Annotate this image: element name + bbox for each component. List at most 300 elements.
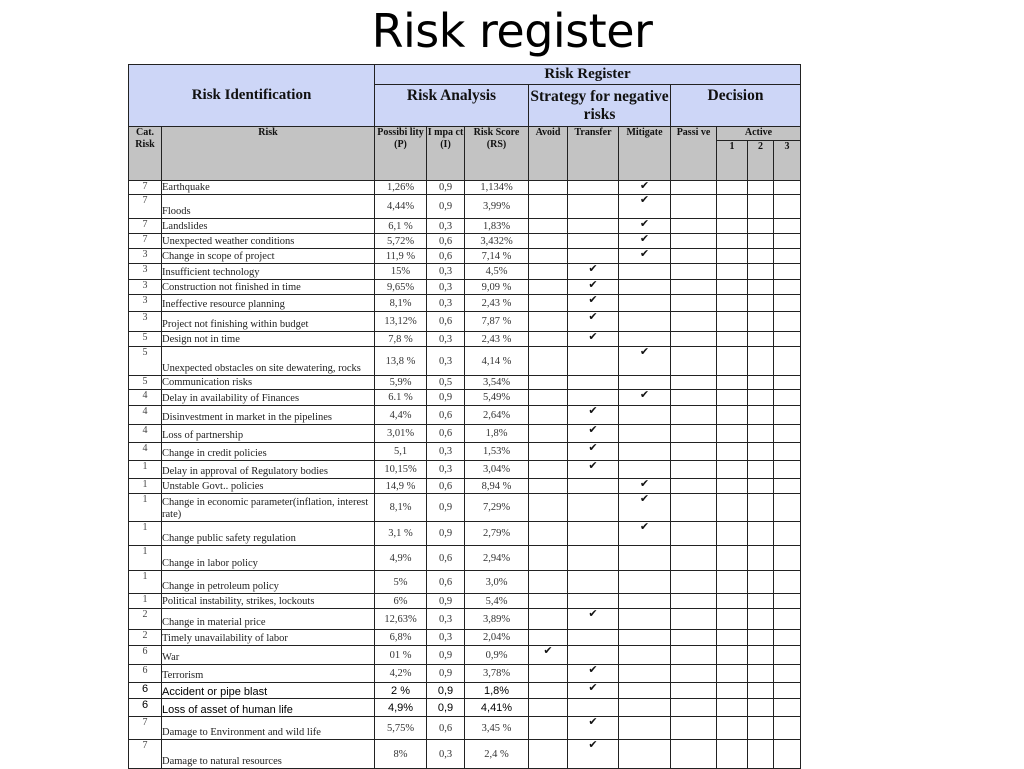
passive-cell: [671, 280, 717, 295]
avoid-cell: [529, 717, 568, 740]
active-1-cell: [717, 280, 748, 295]
checkmark-icon: ✔: [639, 493, 650, 505]
active-1-cell: [717, 479, 748, 494]
possibility-cell: 5%: [375, 571, 427, 594]
passive-cell: [671, 234, 717, 249]
cat-cell: 3: [129, 295, 162, 312]
impact-cell: 0,6: [427, 312, 465, 332]
passive-cell: [671, 522, 717, 546]
risk-score-cell: 3,0%: [465, 571, 529, 594]
checkmark-icon: ✔: [588, 442, 598, 454]
impact-cell: 0,3: [427, 740, 465, 769]
possibility-cell: 6.1 %: [375, 390, 427, 406]
cat-cell: 1: [129, 546, 162, 571]
risk-cell: Change in labor policy: [162, 546, 375, 571]
checkmark-icon: ✔: [639, 218, 650, 230]
transfer-cell: [568, 571, 619, 594]
active-1-cell: [717, 594, 748, 609]
mitigate-cell: [619, 443, 671, 461]
cat-cell: 7: [129, 181, 162, 195]
active-1-cell: [717, 234, 748, 249]
impact-cell: 0,3: [427, 332, 465, 347]
active-1-cell: [717, 425, 748, 443]
mitigate-cell: [619, 630, 671, 646]
cat-cell: 1: [129, 494, 162, 522]
table-row: [129, 740, 801, 769]
active-2-cell: [748, 594, 774, 609]
table-row: [129, 234, 801, 249]
passive-cell: [671, 630, 717, 646]
cat-cell: 1: [129, 461, 162, 479]
risk-score-cell: 3,99%: [465, 195, 529, 219]
mitigate-cell: [619, 594, 671, 609]
possibility-cell: 7,8 %: [375, 332, 427, 347]
active-3-cell: [774, 195, 801, 219]
impact-cell: 0,3: [427, 219, 465, 234]
passive-cell: [671, 646, 717, 665]
impact-cell: 0,9: [427, 699, 465, 717]
passive-cell: [671, 295, 717, 312]
risk-score-cell: 5,4%: [465, 594, 529, 609]
table-row: [129, 425, 801, 443]
active-1-cell: [717, 609, 748, 630]
active-1-cell: [717, 264, 748, 280]
active-2-cell: [748, 740, 774, 769]
col-active-2: 2: [748, 141, 774, 181]
possibility-cell: 15%: [375, 264, 427, 280]
active-1-cell: [717, 347, 748, 376]
impact-cell: 0,9: [427, 665, 465, 683]
transfer-cell: [568, 630, 619, 646]
risk-score-cell: 7,29%: [465, 494, 529, 522]
checkmark-icon: ✔: [639, 194, 650, 206]
col-risk: Risk: [162, 127, 375, 181]
avoid-cell: [529, 264, 568, 280]
risk-cell: Change public safety regulation: [162, 522, 375, 546]
mitigate-cell: [619, 249, 671, 264]
active-2-cell: [748, 376, 774, 390]
risk-cell: Damage to Environment and wild life: [162, 717, 375, 740]
impact-cell: 0,9: [427, 494, 465, 522]
impact-cell: 0,9: [427, 594, 465, 609]
active-3-cell: [774, 699, 801, 717]
checkmark-icon: ✔: [588, 664, 598, 676]
mitigate-cell: [619, 181, 671, 195]
transfer-cell: [568, 494, 619, 522]
active-2-cell: [748, 219, 774, 234]
possibility-cell: 10,15%: [375, 461, 427, 479]
cat-cell: 5: [129, 332, 162, 347]
cat-cell: 3: [129, 280, 162, 295]
mitigate-cell: [619, 195, 671, 219]
checkmark-icon: ✔: [639, 521, 650, 533]
possibility-cell: 4,9%: [375, 699, 427, 717]
active-2-cell: [748, 264, 774, 280]
impact-cell: 0,6: [427, 546, 465, 571]
cat-cell: 4: [129, 443, 162, 461]
cat-cell: 7: [129, 234, 162, 249]
col-active-1: 1: [717, 141, 748, 181]
slide-title: Risk register: [371, 4, 653, 58]
mitigate-cell: [619, 280, 671, 295]
cat-cell: 3: [129, 312, 162, 332]
risk-score-cell: 2,43 %: [465, 332, 529, 347]
cat-cell: 1: [129, 522, 162, 546]
checkmark-icon: ✔: [588, 739, 598, 751]
active-2-cell: [748, 609, 774, 630]
passive-cell: [671, 181, 717, 195]
active-3-cell: [774, 312, 801, 332]
cat-cell: 2: [129, 609, 162, 630]
mitigate-cell: [619, 406, 671, 425]
table-row: [129, 699, 801, 717]
possibility-cell: 11,9 %: [375, 249, 427, 264]
avoid-cell: [529, 443, 568, 461]
active-2-cell: [748, 630, 774, 646]
mitigate-cell: [619, 347, 671, 376]
active-1-cell: [717, 683, 748, 699]
impact-cell: 0,3: [427, 609, 465, 630]
avoid-cell: [529, 699, 568, 717]
impact-cell: 0,9: [427, 683, 465, 699]
active-3-cell: [774, 546, 801, 571]
active-2-cell: [748, 494, 774, 522]
checkmark-icon: ✔: [588, 331, 598, 343]
risk-cell: Unstable Govt.. policies: [162, 479, 375, 494]
impact-cell: 0,6: [427, 406, 465, 425]
risk-cell: Terrorism: [162, 665, 375, 683]
possibility-cell: 3,1 %: [375, 522, 427, 546]
risk-cell: Design not in time: [162, 332, 375, 347]
active-1-cell: [717, 406, 748, 425]
active-2-cell: [748, 234, 774, 249]
impact-cell: 0,3: [427, 280, 465, 295]
possibility-cell: 8,1%: [375, 494, 427, 522]
mitigate-cell: [619, 665, 671, 683]
transfer-cell: [568, 479, 619, 494]
mitigate-cell: [619, 479, 671, 494]
impact-cell: 0,9: [427, 181, 465, 195]
impact-cell: 0,6: [427, 234, 465, 249]
table-row: [129, 546, 801, 571]
passive-cell: [671, 249, 717, 264]
passive-cell: [671, 219, 717, 234]
cat-cell: 3: [129, 264, 162, 280]
table-row: [129, 249, 801, 264]
risk-score-cell: 1,8%: [465, 683, 529, 699]
transfer-cell: [568, 234, 619, 249]
impact-cell: 0,3: [427, 295, 465, 312]
passive-cell: [671, 195, 717, 219]
cat-cell: 7: [129, 219, 162, 234]
impact-cell: 0,6: [427, 425, 465, 443]
passive-cell: [671, 699, 717, 717]
possibility-cell: 4,44%: [375, 195, 427, 219]
risk-score-cell: 4,14 %: [465, 347, 529, 376]
table-row: [129, 195, 801, 219]
avoid-cell: [529, 347, 568, 376]
header-risk-identification: Risk Identification: [129, 65, 375, 127]
active-1-cell: [717, 494, 748, 522]
active-1-cell: [717, 295, 748, 312]
active-2-cell: [748, 699, 774, 717]
risk-cell: Landslides: [162, 219, 375, 234]
table-row: [129, 181, 801, 195]
impact-cell: 0,9: [427, 646, 465, 665]
active-2-cell: [748, 683, 774, 699]
active-3-cell: [774, 683, 801, 699]
active-3-cell: [774, 181, 801, 195]
transfer-cell: [568, 295, 619, 312]
risk-cell: Project not finishing within budget: [162, 312, 375, 332]
transfer-cell: [568, 195, 619, 219]
risk-cell: Delay in approval of Regulatory bodies: [162, 461, 375, 479]
avoid-cell: [529, 332, 568, 347]
active-2-cell: [748, 443, 774, 461]
active-3-cell: [774, 219, 801, 234]
transfer-cell: [568, 347, 619, 376]
active-2-cell: [748, 312, 774, 332]
table-row: [129, 219, 801, 234]
active-2-cell: [748, 717, 774, 740]
checkmark-icon: ✔: [588, 294, 598, 306]
avoid-cell: [529, 181, 568, 195]
avoid-cell: [529, 683, 568, 699]
checkmark-icon: ✔: [639, 346, 650, 358]
active-2-cell: [748, 390, 774, 406]
active-3-cell: [774, 332, 801, 347]
passive-cell: [671, 571, 717, 594]
mitigate-cell: [619, 461, 671, 479]
active-3-cell: [774, 494, 801, 522]
table-row: [129, 479, 801, 494]
table-row: [129, 494, 801, 522]
passive-cell: [671, 479, 717, 494]
risk-cell: Change in credit policies: [162, 443, 375, 461]
table-row: [129, 376, 801, 390]
active-3-cell: [774, 609, 801, 630]
passive-cell: [671, 665, 717, 683]
active-2-cell: [748, 181, 774, 195]
table-row: [129, 717, 801, 740]
cat-cell: 4: [129, 390, 162, 406]
avoid-cell: [529, 280, 568, 295]
passive-cell: [671, 332, 717, 347]
active-3-cell: [774, 425, 801, 443]
transfer-cell: [568, 594, 619, 609]
checkmark-icon: ✔: [588, 682, 598, 694]
passive-cell: [671, 594, 717, 609]
transfer-cell: [568, 390, 619, 406]
active-2-cell: [748, 571, 774, 594]
avoid-cell: [529, 195, 568, 219]
active-1-cell: [717, 717, 748, 740]
risk-score-cell: 7,87 %: [465, 312, 529, 332]
transfer-cell: [568, 665, 619, 683]
risk-cell: Loss of asset of human life: [162, 699, 375, 717]
active-3-cell: [774, 249, 801, 264]
transfer-cell: [568, 181, 619, 195]
active-1-cell: [717, 461, 748, 479]
active-1-cell: [717, 181, 748, 195]
header-decision: Decision: [671, 85, 801, 127]
impact-cell: 0,3: [427, 443, 465, 461]
risk-cell: Ineffective resource planning: [162, 295, 375, 312]
possibility-cell: 4,4%: [375, 406, 427, 425]
col-impact: I mpa ct (I): [427, 127, 465, 181]
table-row: [129, 264, 801, 280]
cat-cell: 1: [129, 594, 162, 609]
transfer-cell: [568, 443, 619, 461]
possibility-cell: 01 %: [375, 646, 427, 665]
active-2-cell: [748, 665, 774, 683]
possibility-cell: 3,01%: [375, 425, 427, 443]
avoid-cell: [529, 546, 568, 571]
table-row: [129, 683, 801, 699]
active-2-cell: [748, 522, 774, 546]
risk-score-cell: 3,04%: [465, 461, 529, 479]
checkmark-icon: ✔: [588, 263, 598, 275]
checkmark-icon: ✔: [588, 608, 598, 620]
active-3-cell: [774, 630, 801, 646]
transfer-cell: [568, 740, 619, 769]
risk-score-cell: 3,89%: [465, 609, 529, 630]
transfer-cell: [568, 264, 619, 280]
transfer-cell: [568, 699, 619, 717]
table-row: [129, 594, 801, 609]
header-risk-analysis: Risk Analysis: [375, 85, 529, 127]
risk-score-cell: 1,134%: [465, 181, 529, 195]
active-1-cell: [717, 630, 748, 646]
passive-cell: [671, 717, 717, 740]
active-1-cell: [717, 390, 748, 406]
passive-cell: [671, 376, 717, 390]
impact-cell: 0,5: [427, 376, 465, 390]
col-avoid: Avoid: [529, 127, 568, 181]
transfer-cell: [568, 717, 619, 740]
passive-cell: [671, 425, 717, 443]
possibility-cell: 14,9 %: [375, 479, 427, 494]
avoid-cell: [529, 376, 568, 390]
possibility-cell: 8%: [375, 740, 427, 769]
possibility-cell: 8,1%: [375, 295, 427, 312]
col-active: Active: [717, 127, 801, 141]
active-2-cell: [748, 295, 774, 312]
risk-cell: Damage to natural resources: [162, 740, 375, 769]
table-row: [129, 630, 801, 646]
possibility-cell: 5,75%: [375, 717, 427, 740]
impact-cell: 0,6: [427, 717, 465, 740]
risk-register-table: [128, 64, 801, 769]
risk-score-cell: 3,45 %: [465, 717, 529, 740]
cat-cell: 4: [129, 406, 162, 425]
mitigate-cell: [619, 264, 671, 280]
active-2-cell: [748, 479, 774, 494]
active-2-cell: [748, 546, 774, 571]
possibility-cell: 13,12%: [375, 312, 427, 332]
transfer-cell: [568, 522, 619, 546]
transfer-cell: [568, 332, 619, 347]
checkmark-icon: ✔: [639, 248, 650, 260]
risk-score-cell: 5,49%: [465, 390, 529, 406]
avoid-cell: [529, 219, 568, 234]
passive-cell: [671, 443, 717, 461]
cat-cell: 2: [129, 630, 162, 646]
active-1-cell: [717, 376, 748, 390]
checkmark-icon: ✔: [639, 389, 650, 401]
impact-cell: 0,6: [427, 479, 465, 494]
active-1-cell: [717, 312, 748, 332]
risk-score-cell: 2,64%: [465, 406, 529, 425]
active-2-cell: [748, 646, 774, 665]
possibility-cell: 12,63%: [375, 609, 427, 630]
risk-cell: Loss of partnership: [162, 425, 375, 443]
col-transfer: Transfer: [568, 127, 619, 181]
risk-score-cell: 1,53%: [465, 443, 529, 461]
active-3-cell: [774, 479, 801, 494]
table-row: [129, 665, 801, 683]
cat-cell: 7: [129, 195, 162, 219]
risk-cell: Disinvestment in market in the pipelines: [162, 406, 375, 425]
cat-cell: 6: [129, 665, 162, 683]
mitigate-cell: [619, 332, 671, 347]
possibility-cell: 4,9%: [375, 546, 427, 571]
avoid-cell: [529, 312, 568, 332]
transfer-cell: [568, 406, 619, 425]
risk-cell: Change in economic parameter(inflation, interest rate): [162, 494, 375, 522]
active-2-cell: [748, 347, 774, 376]
active-1-cell: [717, 699, 748, 717]
risk-cell: Accident or pipe blast: [162, 683, 375, 699]
risk-score-cell: 1,8%: [465, 425, 529, 443]
active-2-cell: [748, 461, 774, 479]
checkmark-icon: ✔: [588, 405, 598, 417]
avoid-cell: [529, 594, 568, 609]
avoid-cell: [529, 390, 568, 406]
col-risk-score: Risk Score (RS): [465, 127, 529, 181]
header-risk-register: Risk Register: [375, 65, 801, 85]
active-3-cell: [774, 376, 801, 390]
active-3-cell: [774, 522, 801, 546]
risk-cell: Floods: [162, 195, 375, 219]
table-row: [129, 443, 801, 461]
cat-cell: 6: [129, 646, 162, 665]
active-3-cell: [774, 280, 801, 295]
active-2-cell: [748, 425, 774, 443]
risk-cell: Earthquake: [162, 181, 375, 195]
transfer-cell: [568, 280, 619, 295]
risk-score-cell: 3,78%: [465, 665, 529, 683]
active-3-cell: [774, 295, 801, 312]
mitigate-cell: [619, 740, 671, 769]
cat-cell: 4: [129, 425, 162, 443]
active-3-cell: [774, 264, 801, 280]
impact-cell: 0,3: [427, 461, 465, 479]
avoid-cell: [529, 630, 568, 646]
active-2-cell: [748, 406, 774, 425]
table-row: [129, 609, 801, 630]
mitigate-cell: [619, 219, 671, 234]
risk-rows: [129, 181, 801, 769]
impact-cell: 0,3: [427, 347, 465, 376]
mitigate-cell: [619, 571, 671, 594]
passive-cell: [671, 546, 717, 571]
possibility-cell: 4,2%: [375, 665, 427, 683]
table-row: [129, 312, 801, 332]
passive-cell: [671, 406, 717, 425]
possibility-cell: 5,72%: [375, 234, 427, 249]
avoid-cell: [529, 571, 568, 594]
